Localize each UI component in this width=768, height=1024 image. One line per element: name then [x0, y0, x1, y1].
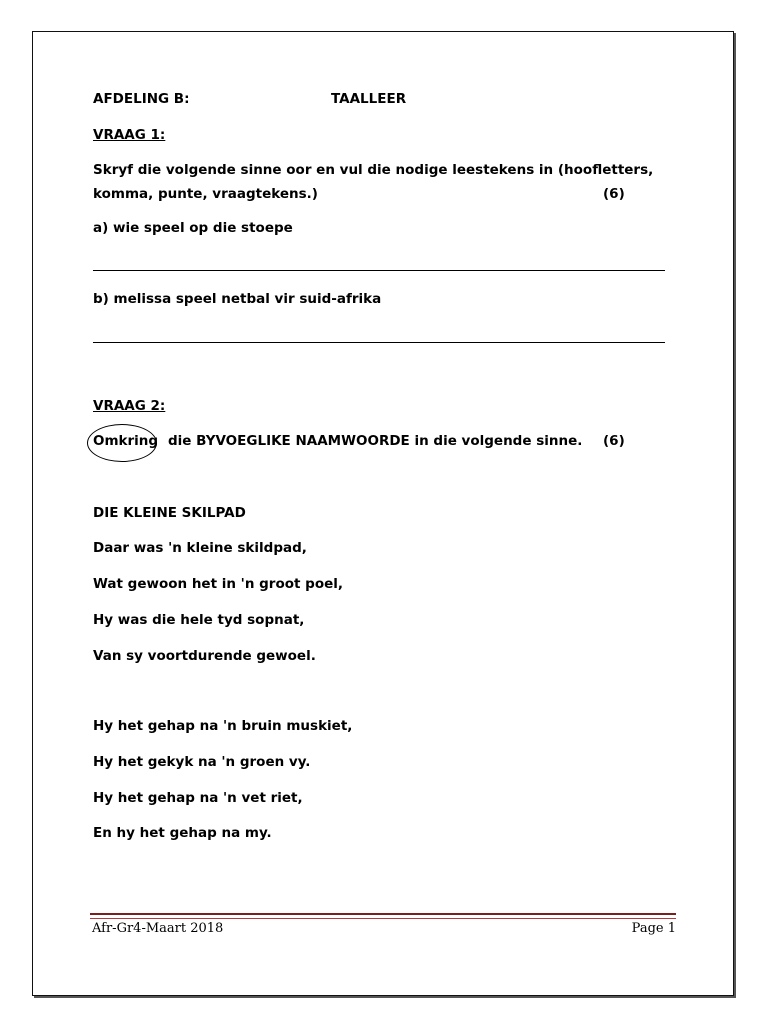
q2-marks: (6): [603, 433, 625, 449]
footer-left: Afr-Gr4-Maart 2018: [92, 921, 224, 936]
footer-rule: [90, 913, 676, 915]
q2-instruction: die BYVOEGLIKE NAAMWOORDE in die volgende sinne.: [168, 433, 583, 449]
q1-marks: (6): [603, 186, 625, 202]
footer-page-number: Page 1: [631, 921, 676, 936]
poem-line: Hy het gekyk na 'n groen vy.: [93, 754, 311, 770]
poem-line: Wat gewoon het in 'n groot poel,: [93, 576, 344, 592]
answer-line-b[interactable]: [93, 342, 665, 343]
poem-title: DIE KLEINE SKILPAD: [93, 505, 246, 521]
q2-circled-word: Omkring: [93, 433, 159, 449]
poem-line: En hy het gehap na my.: [93, 825, 272, 841]
poem-line: Hy was die hele tyd sopnat,: [93, 612, 305, 628]
poem-line: Hy het gehap na 'n bruin muskiet,: [93, 718, 353, 734]
poem-line: Daar was 'n kleine skildpad,: [93, 540, 307, 556]
q1-item-a: a) wie speel op die stoepe: [93, 220, 293, 236]
q1-item-b: b) melissa speel netbal vir suid-afrika: [93, 291, 382, 307]
q2-heading: VRAAG 2:: [93, 398, 166, 414]
poem-line: Van sy voortdurende gewoel.: [93, 648, 316, 664]
section-label: AFDELING B:: [93, 91, 190, 107]
footer-rule-thin: [90, 918, 676, 919]
poem-line: Hy het gehap na 'n vet riet,: [93, 790, 303, 806]
q1-heading: VRAAG 1:: [93, 127, 166, 143]
answer-line-a[interactable]: [93, 270, 665, 271]
q1-instruction-line2: komma, punte, vraagtekens.): [93, 186, 318, 202]
q1-instruction-line1: Skryf die volgende sinne oor en vul die nodige leestekens in (hoofletters,: [93, 162, 654, 178]
section-title: TAALLEER: [331, 91, 407, 107]
